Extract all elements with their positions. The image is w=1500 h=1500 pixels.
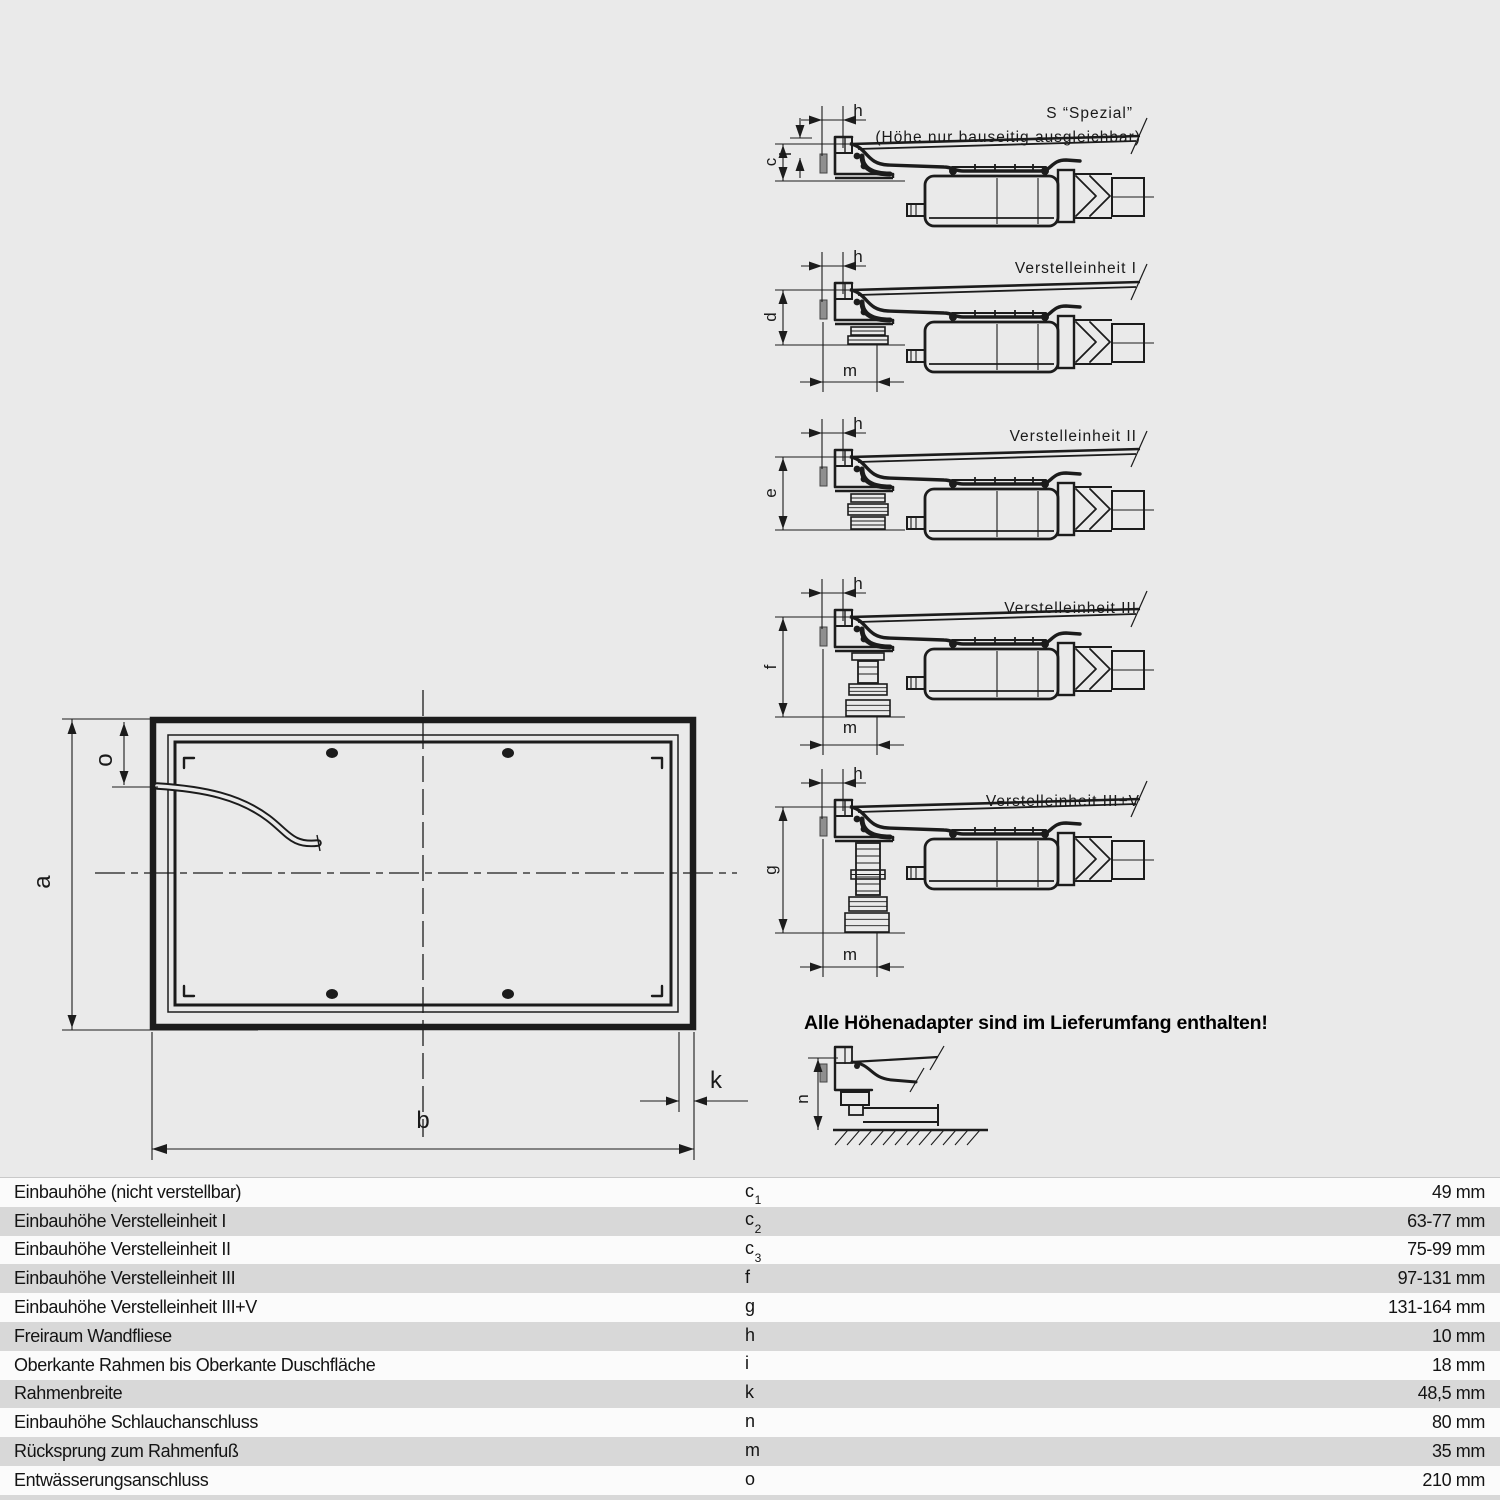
table-row	[0, 1178, 1500, 1207]
section-title: Verstelleinheit III+V	[985, 793, 1140, 810]
section-verstelleinheit-2	[761, 414, 1154, 539]
row-value: 80 mm	[1431, 1412, 1485, 1433]
dim-label-k: k	[710, 1067, 722, 1094]
section-title: Verstelleinheit III	[1004, 600, 1137, 617]
dim-label-h: h	[853, 101, 863, 120]
dim-label-h: h	[853, 247, 863, 266]
row-label: Entwässerungsanschluss	[14, 1469, 209, 1490]
section-verstelleinheit-3v	[761, 764, 1154, 977]
row-symbol: h	[745, 1324, 755, 1345]
row-symbol: o	[745, 1468, 755, 1489]
dim-label-b: b	[416, 1107, 430, 1134]
row-value: 35 mm	[1431, 1441, 1485, 1462]
row-value: 75-99 mm	[1407, 1239, 1485, 1260]
row-symbol: n	[745, 1410, 755, 1431]
table-row	[0, 1322, 1500, 1351]
dim-label-a: a	[29, 875, 56, 889]
dim-label-g: g	[761, 865, 780, 875]
table-row	[0, 1408, 1500, 1437]
table-row	[0, 1351, 1500, 1380]
row-value: 18 mm	[1431, 1354, 1485, 1375]
note-text: Alle Höhenadapter sind im Lieferumfang enthalten!	[804, 1012, 1268, 1034]
row-symbol: f	[745, 1266, 750, 1287]
row-value: 210 mm	[1422, 1469, 1485, 1490]
dim-label-e: e	[761, 488, 780, 498]
table-row	[0, 1236, 1500, 1265]
table-row	[0, 1437, 1500, 1466]
row-value: 63-77 mm	[1407, 1210, 1485, 1231]
row-value: 10 mm	[1431, 1325, 1485, 1346]
row-symbol: $c_1$	[745, 1180, 761, 1208]
table-row	[0, 1380, 1500, 1409]
table-row	[0, 1293, 1500, 1322]
section-spezial-geometry	[775, 106, 1154, 226]
dim-label-h: h	[853, 414, 863, 433]
row-symbol: $c_3$	[745, 1238, 761, 1265]
spec-table	[0, 1177, 1500, 1500]
dim-label-m: m	[842, 718, 858, 737]
table-row	[0, 1466, 1500, 1495]
dim-label-f: f	[761, 664, 780, 670]
dim-label-n: n	[793, 1094, 812, 1104]
row-symbol: g	[745, 1295, 755, 1316]
section-spezial	[761, 101, 1154, 226]
dim-label-d: d	[761, 312, 780, 322]
row-label: Rücksprung zum Rahmenfuß	[14, 1441, 239, 1462]
dim-label-i: i	[776, 152, 795, 156]
row-symbol: m	[745, 1439, 760, 1460]
dim-label-m: m	[842, 361, 858, 380]
hose-height-diagram	[793, 1046, 988, 1145]
section-title: Verstelleinheit I	[1014, 260, 1137, 277]
section-title: S “Spezial”	[1046, 105, 1133, 122]
dim-label-h: h	[853, 764, 863, 783]
section-verstelleinheit-3	[761, 574, 1154, 755]
table-row	[0, 1207, 1500, 1236]
row-label: Einbauhöhe Verstelleinheit III	[14, 1268, 236, 1289]
table-bottom-strip	[0, 1495, 1500, 1500]
row-label: Einbauhöhe Verstelleinheit II	[14, 1239, 231, 1260]
dim-label-o: o	[91, 753, 118, 767]
dim-label-m: m	[842, 945, 858, 964]
row-symbol: k	[745, 1382, 754, 1403]
section-title: Verstelleinheit II	[1009, 428, 1137, 445]
plan-view	[29, 690, 748, 1160]
row-label: Einbauhöhe Verstelleinheit I	[14, 1210, 226, 1231]
dim-label-c: c	[761, 157, 780, 167]
row-value: 131-164 mm	[1387, 1297, 1485, 1318]
row-label: Freiraum Wandfliese	[14, 1325, 172, 1346]
row-value: 48,5 mm	[1417, 1383, 1485, 1404]
plan-view-geometry	[62, 690, 748, 1160]
hose-diagram-geometry	[808, 1046, 988, 1145]
row-value: 49 mm	[1431, 1181, 1485, 1202]
dim-label-h: h	[853, 574, 863, 593]
row-label: Rahmenbreite	[14, 1383, 123, 1404]
section-verstelleinheit-1	[761, 247, 1154, 392]
row-label: Einbauhöhe Schlauchanschluss	[14, 1412, 258, 1433]
row-symbol: $c_2$	[745, 1209, 761, 1236]
table-row	[0, 1264, 1500, 1293]
section-subtitle: (Höhe nur bauseitig ausgleichbar)	[875, 129, 1141, 146]
row-value: 97-131 mm	[1397, 1268, 1485, 1289]
row-label: Oberkante Rahmen bis Oberkante Duschfläche	[14, 1354, 376, 1375]
row-label: Einbauhöhe (nicht verstellbar)	[14, 1181, 242, 1202]
row-label: Einbauhöhe Verstelleinheit III+V	[14, 1297, 257, 1318]
row-symbol: i	[745, 1353, 749, 1374]
